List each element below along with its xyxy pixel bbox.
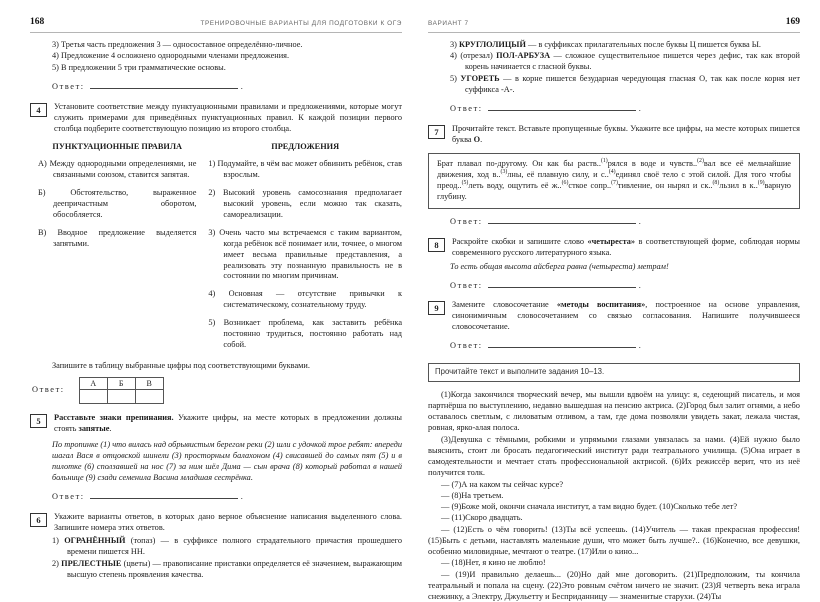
answer-table-cell: [107, 390, 135, 404]
answer-table-header-v: В: [135, 378, 163, 390]
task7-number-box: 7: [428, 125, 445, 139]
option-number: 4): [450, 51, 457, 60]
option-word: ПРЕЛЕСТНЫЕ: [61, 559, 121, 568]
sentence-text: Очень часто мы встречаемся с таким вариантом, когда ребёнок всё понимает или, точнее, о многом имеет весьма правильные представления, а реализовать эту познанную правильность не в состоянии по многим причинам.: [219, 228, 402, 281]
running-head-left: [30, 16, 402, 33]
rule-text: Между однородными определениями, не связанными союзом, ставится запятая.: [50, 159, 197, 179]
rule-text: Вводное предложение выделяется запятыми.: [53, 228, 196, 248]
answer-label: Ответ:: [450, 281, 483, 290]
rules-column-header: ПУНКТУАЦИОННЫЕ ПРАВИЛА: [38, 142, 196, 153]
answer-label: Ответ:: [450, 104, 483, 113]
sentences-column-header: ПРЕДЛОЖЕНИЯ: [208, 142, 402, 153]
page-number-right: 169: [786, 16, 800, 29]
option-text: — в корне пишется безударная чередующая гласная О, так как после корня нет суффикса -А-.: [465, 74, 800, 94]
option-word: ОГРАНЁННЫЙ: [64, 536, 125, 545]
reading-paragraph: — (8)На третьем.: [428, 490, 800, 501]
answer-period: .: [639, 217, 641, 226]
answer-blank: [488, 339, 636, 348]
page-number-left: 168: [30, 16, 44, 29]
task4-answer-table: [79, 377, 164, 404]
sentence-item: [208, 228, 402, 283]
task4-answer-row: [32, 377, 402, 404]
option-number: 5): [52, 63, 59, 72]
option-word: ПОЛ-АРБУЗА: [496, 51, 550, 60]
reading-instruction-box: Прочитайте текст и выполните задания 10–13.: [428, 363, 800, 381]
task8-example: То есть общая высота айсберга равна (четыреста) метрам!: [450, 262, 800, 273]
option-number: 4): [52, 51, 59, 60]
sentence-number: 5): [208, 318, 215, 327]
task8-number-box: 8: [428, 238, 445, 252]
option-text: — сложное существительное пишется через дефис, так как второй корень начинается с гласной буквы.: [465, 51, 800, 71]
option-number: 3): [52, 40, 59, 49]
task-9: [428, 300, 800, 333]
answer-label: Ответ:: [32, 385, 65, 396]
rule-item: [38, 228, 196, 250]
task5-intro-bold: Расставьте знаки препинания.: [54, 413, 174, 422]
task5-passage: По тропинке (1) что вилась над обрывистым берегом реки (2) шли с удочкой трое ребят: впереди шагал Вася в отцовской шинели (3) просторным балахоном (4) свисавшей до самых пят (5) и в пилотке (6) сползавшей на нос (7) за ним шёл Дима — сын врача (8) который работал в нашей больнице (9) сзади семенила Васина младшая сестрёнка.: [52, 440, 402, 484]
task9-intro-start: Замените словосочетание: [452, 300, 557, 309]
task6-option: [52, 559, 402, 581]
option-text: (топаз) — в суффиксе полного страдательного причастия прошедшего времени пишется НН.: [67, 536, 402, 556]
task7-intro-plain: Прочитайте текст. Вставьте пропущенные буквы. Укажите все цифры, на месте которых пишется буква: [452, 124, 800, 144]
sentence-text: Подумайте, в чём вас может обвинить ребёнок, став взрослым.: [217, 159, 402, 179]
task3-options-list: [52, 40, 402, 75]
answer-blank: [90, 80, 238, 89]
reading-paragraph: — (19)И правильно делаешь... (20)Но дай мне договорить. (21)Предположим, ты кончила театральный и попала на сцену. (22)Это ровным счётом ничего не значит. (23)Я четверть века играла снежинку, а Электру, Джульетту и Бесприданницу — знаменитые старухи. (24)Ты: [428, 569, 800, 602]
answer-period: .: [241, 82, 243, 91]
page-left: [30, 16, 402, 602]
task7-answer-line: [450, 215, 800, 228]
task3-option: [52, 51, 402, 62]
reading-paragraph: — (11)Скоро двадцать.: [428, 512, 800, 523]
task8-intro: [452, 237, 800, 259]
option-word: КРУГЛОЛИЦЫЙ: [459, 40, 526, 49]
answer-label: Ответ:: [52, 492, 85, 501]
task6-options-right: [450, 40, 800, 97]
sentence-text: Высокий уровень самосознания предполагает высокий уровень, если можно так сказать, самореализации.: [223, 188, 402, 219]
task7-intro-bold: О: [474, 135, 480, 144]
task7-intro: [452, 124, 800, 146]
task5-intro-bold2: запятые: [79, 424, 110, 433]
task6-option: [450, 51, 800, 73]
task5-number-box: 5: [30, 414, 47, 428]
answer-period: .: [639, 104, 641, 113]
task-8: [428, 237, 800, 259]
answer-table-cell: [79, 390, 107, 404]
reading-text: [428, 389, 800, 602]
answer-period: .: [639, 281, 641, 290]
rule-letter: А): [38, 159, 47, 168]
task5-intro-tail: .: [109, 424, 111, 433]
task4-matching: [38, 142, 402, 358]
answer-table-cell: [135, 390, 163, 404]
task6-option: [450, 40, 800, 51]
task4-intro: Установите соответствие между пунктуационными правилами и предложениями, которые могут служить примерами для приведённых пунктуационных правил. К каждой позиции первого столбца подберите соответствующую позицию из второго столбца.: [54, 102, 402, 135]
option-number: 5): [450, 74, 457, 83]
task6-option: [52, 536, 402, 558]
task6-option: [450, 74, 800, 96]
answer-table-header-b: Б: [107, 378, 135, 390]
option-text: — в суффиксах прилагательных после буквы Ц пишется буква Ы.: [526, 40, 761, 49]
task8-target-word: «четыреста»: [587, 237, 635, 246]
sentence-number: 4): [208, 289, 215, 298]
task5-intro: [54, 413, 402, 435]
answer-blank: [488, 102, 636, 111]
sentence-item: [208, 318, 402, 351]
task-5: [30, 413, 402, 435]
task4-table-note: Запишите в таблицу выбранные цифры под соответствующими буквами.: [52, 361, 402, 372]
reading-paragraph: — (7)А на каком ты сейчас курсе?: [428, 479, 800, 490]
page-right: [428, 16, 800, 602]
task5-intro-plain: Укажите цифры, на месте которых в предложении должны стоять: [54, 413, 402, 433]
sentence-text: Возникает проблема, как заставить ребёнка постоянно трудиться, постоянно работать над собой.: [223, 318, 402, 349]
running-head-title-left: ТРЕНИРОВОЧНЫЕ ВАРИАНТЫ ДЛЯ ПОДГОТОВКИ К ОГЭ: [200, 20, 402, 28]
running-head-right: [428, 16, 800, 33]
task9-answer-line: [450, 339, 800, 352]
answer-label: Ответ:: [52, 82, 85, 91]
sentence-item: [208, 289, 402, 311]
task8-intro-end: в соответствующей форме, соблюдая нормы современного русского литературного языка.: [452, 237, 800, 257]
rule-letter: В): [38, 228, 46, 237]
reading-paragraph: — (18)Нет, я кино не люблю!: [428, 557, 800, 568]
sentence-number: 2): [208, 188, 215, 197]
task-4: [30, 102, 402, 135]
option-number: 2): [52, 559, 59, 568]
task9-intro: [452, 300, 800, 333]
option-text: Предложение 4 осложнено однородными членами предложения.: [61, 51, 289, 60]
task6-answer-line: [450, 102, 800, 115]
reading-paragraph: — (12)Есть о чём говорить! (13)Ты всё успеешь. (14)Учитель — такая прекрасная профессия! (15)Быть с детьми, наставлять маленькие души, что может быть лучше?.. (16)Конечно, все девушки, особенно миловидные, мечтают о театре. (17)Или о кино...: [428, 524, 800, 558]
answer-label: Ответ:: [450, 217, 483, 226]
option-text: Третья часть предложения 3 — односоставное определённо-личное.: [61, 40, 303, 49]
task8-intro-start: Раскройте скобки и запишите слово: [452, 237, 587, 246]
option-number: 1): [52, 536, 59, 545]
option-text: В предложении 5 три грамматические основы.: [61, 63, 226, 72]
task5-answer-line: [52, 490, 402, 503]
sentence-number: 3): [208, 228, 215, 237]
sentences-column: [208, 142, 402, 358]
task8-answer-line: [450, 279, 800, 292]
task4-number-box: 4: [30, 103, 47, 117]
reading-paragraph: (1)Когда закончился творческий вечер, мы вышли вдвоём на улицу: я, седеющий писатель, и моя партнёрша по выступлению, недавно вышедшая на пенсию актриса. (2)Город был залит огнями, а небо оставалось светлым, с лиловатым отливом, а там, где дома позволяли увидеть закат, лежала чистая, ровная, ярко-алая полоса.: [428, 389, 800, 434]
reading-paragraph: (3)Девушка с тёмными, робкими и упрямыми глазами увязалась за нами. (4)Ей нужно было выяснить, стоит ли бросать педагогический институт ради театрального училища. (5)Она играет в самодеятельности и мечтает стать профессиональной актрисой. (6)Их режиссёр верит, что из неё получится толк.: [428, 434, 800, 479]
task3-answer-line: [52, 80, 402, 93]
option-number: 3): [450, 40, 457, 49]
answer-table-header-a: А: [79, 378, 107, 390]
task9-intro-end: , построенное на основе управления, синонимичным словосочетанием со связью согласования. Напишите получившееся словосочетание.: [452, 300, 800, 331]
rule-text: Обстоятельство, выраженное деепричастным оборотом, обособляется.: [53, 188, 196, 219]
answer-blank: [488, 215, 636, 224]
running-head-title-right: ВАРИАНТ 7: [428, 20, 469, 28]
rule-item: [38, 188, 196, 221]
task9-target-phrase: «методы воспитания»: [557, 300, 645, 309]
task3-option: [52, 63, 402, 74]
task6-intro: Укажите варианты ответов, в которых дано верное объяснение написания выделенного слова. Запишите номера этих ответов.: [54, 512, 402, 534]
answer-period: .: [639, 341, 641, 350]
option-word: УГОРЕТЬ: [460, 74, 499, 83]
task-6: [30, 512, 402, 534]
task3-option: [52, 40, 402, 51]
rule-item: [38, 159, 196, 181]
task7-passage-box: Брат плавал по-другому. Он как бы раств..$^{(1)}$рялся в воде и чувств..$^{(2)}$вал все её мельчайшие движения, ход в..$^{(3)}$лны, её плавную силу, и с..$^{(4)}$единял своё тело с этой силой. Для того чтобы преод..$^{(5)}$леть воду, ощутить её ж..$^{(6)}$сткое сопр..$^{(7)}$тивление, он нырял и ск..$^{(8)}$льзил в к..$^{(9)}$варную глубину.: [428, 153, 800, 209]
sentence-item: [208, 159, 402, 181]
sentence-number: 1): [208, 159, 215, 168]
answer-label: Ответ:: [450, 341, 483, 350]
task9-number-box: 9: [428, 301, 445, 315]
answer-period: .: [241, 492, 243, 501]
reading-paragraph: — (9)Боже мой, окончи сначала институт, а там видно будет. (10)Сколько тебе лет?: [428, 501, 800, 512]
sentence-item: [208, 188, 402, 221]
task-7: [428, 124, 800, 146]
sentence-text: Основная — отсутствие привычки к систематическому, сознательному труду.: [223, 289, 402, 309]
task7-intro-tail: .: [480, 135, 482, 144]
answer-blank: [488, 279, 636, 288]
rules-column: [38, 142, 196, 358]
option-text: (цветы) — правописание приставки определяется её значением, выражающим высшую степень проявления качества.: [67, 559, 402, 579]
rule-letter: Б): [38, 188, 46, 197]
task6-number-box: 6: [30, 513, 47, 527]
task6-options-left: [52, 536, 402, 581]
answer-blank: [90, 490, 238, 499]
option-prefix: (отрезал): [460, 51, 496, 60]
